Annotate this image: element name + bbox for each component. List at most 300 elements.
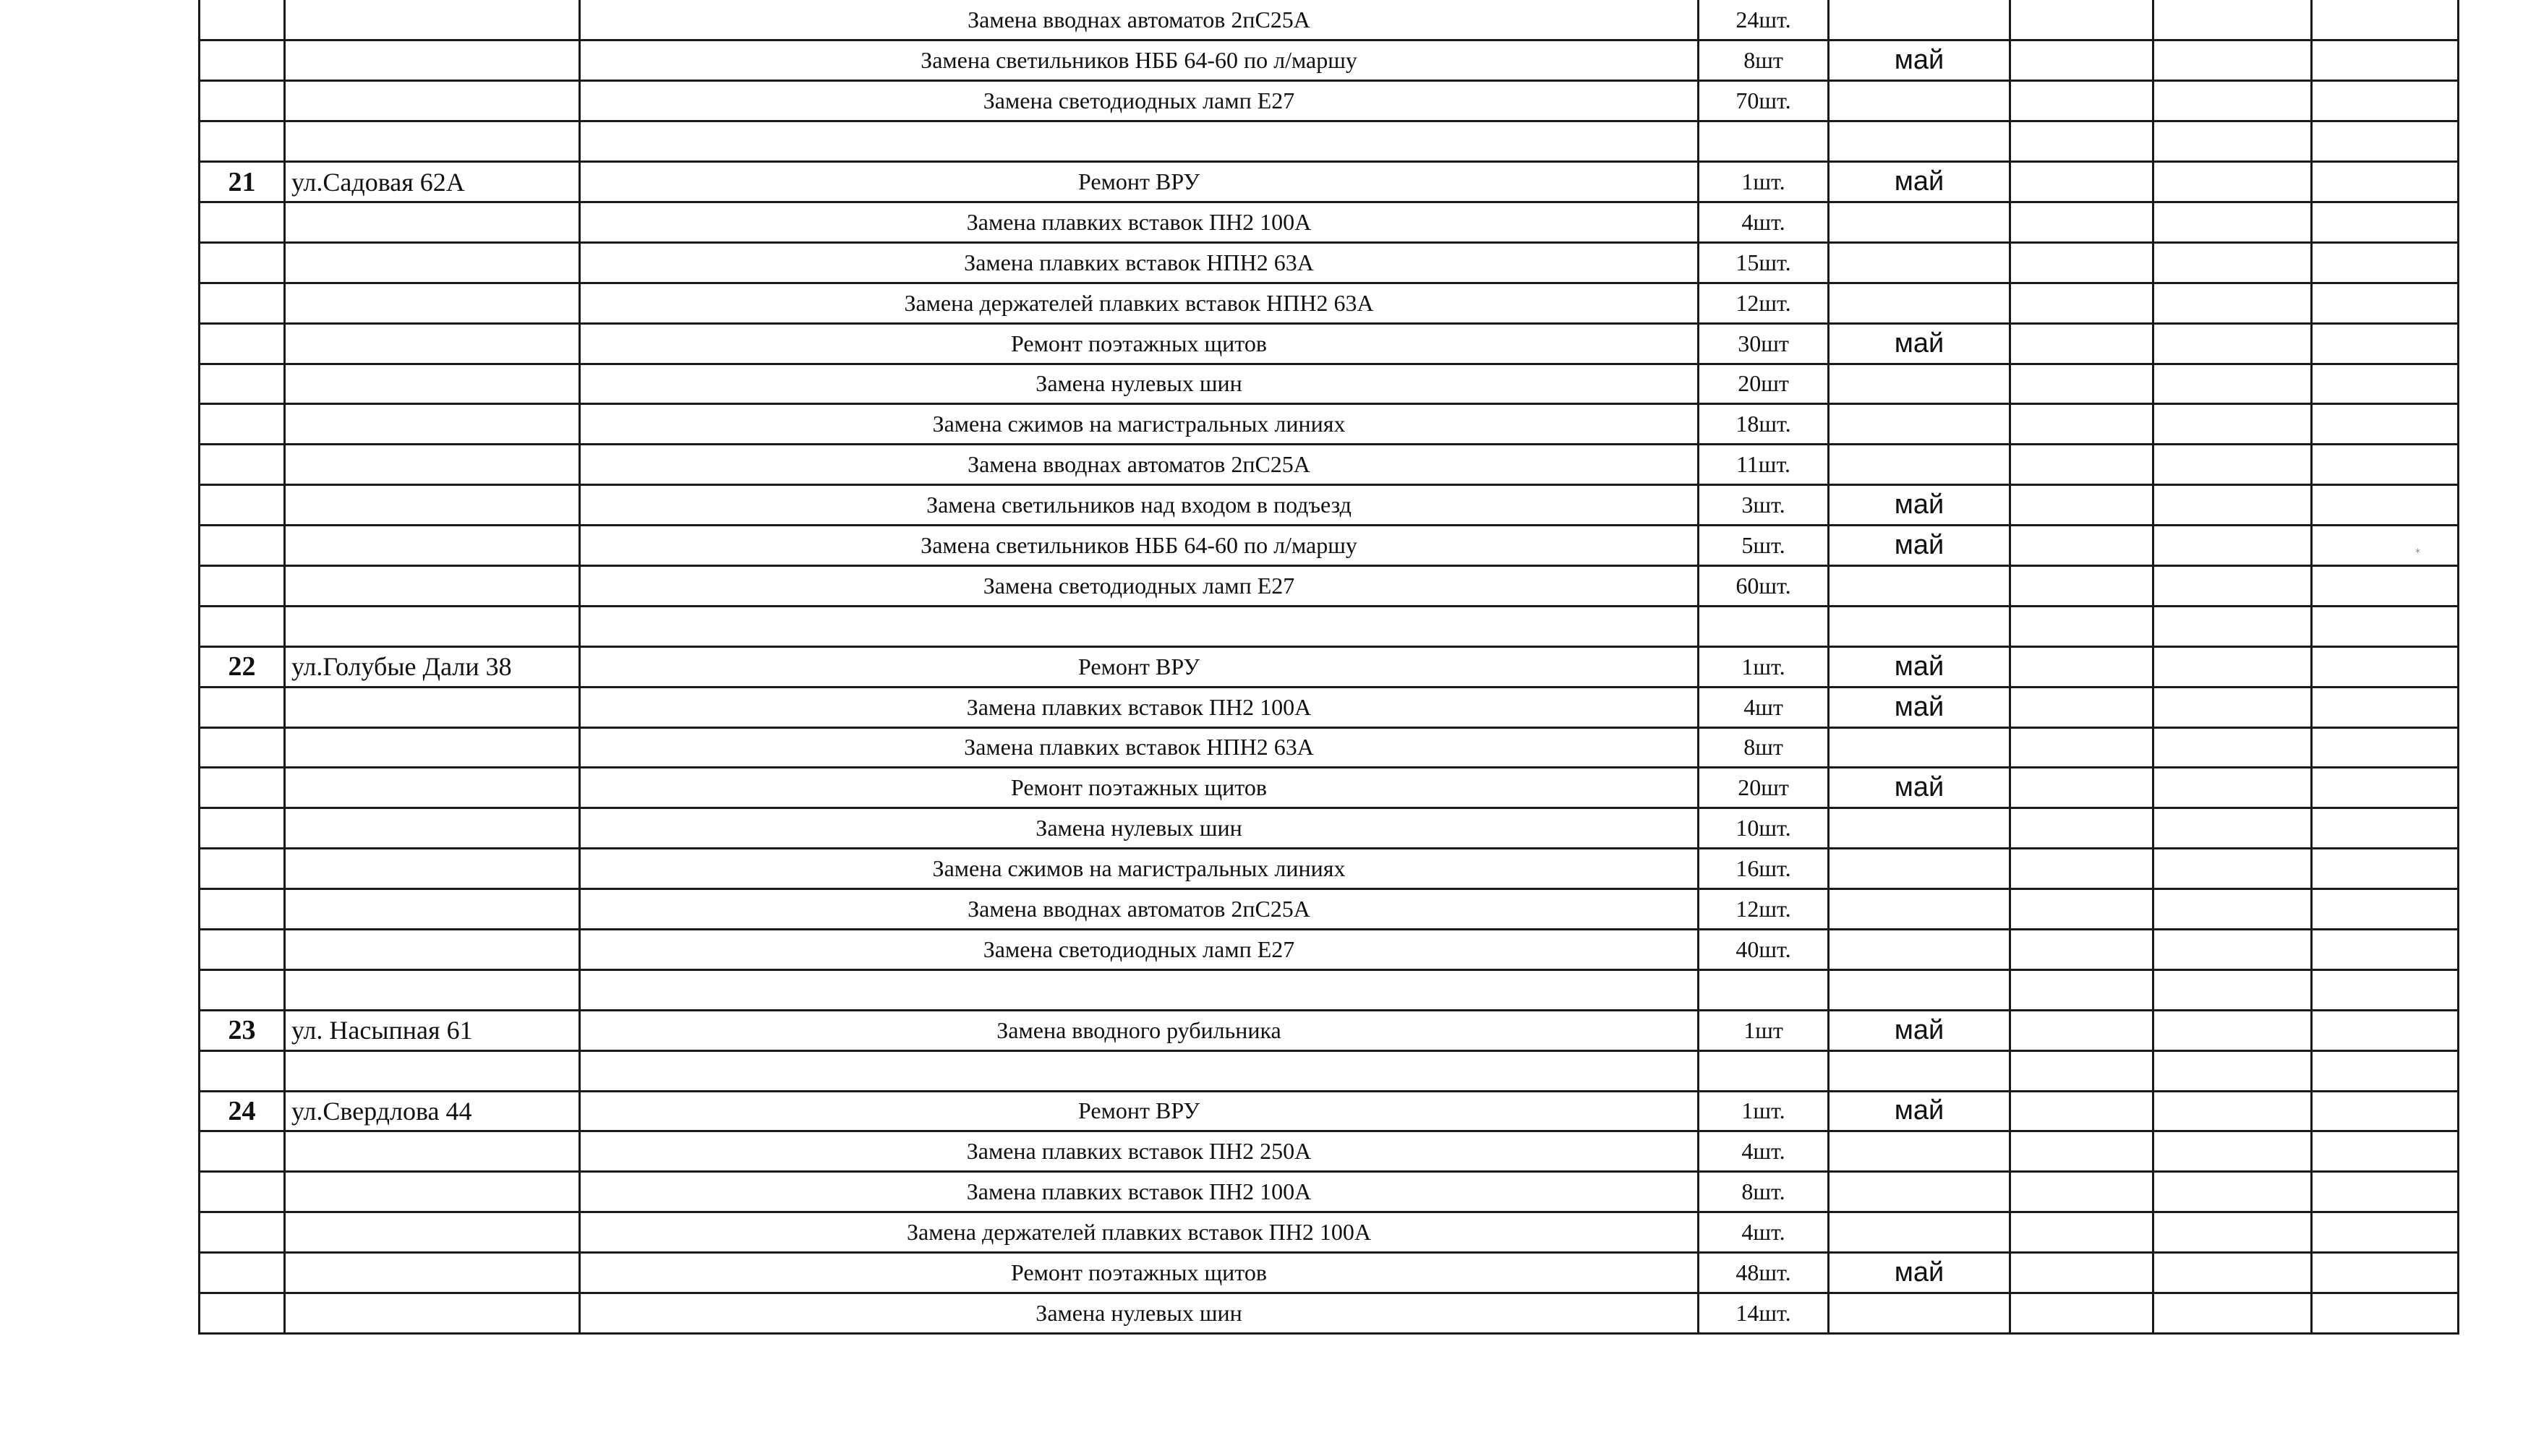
empty-cell xyxy=(2010,1172,2153,1212)
empty-cell xyxy=(2010,404,2153,445)
quantity-cell: 3шт. xyxy=(1699,485,1829,526)
empty-cell xyxy=(2010,1050,2153,1091)
empty-cell xyxy=(2312,687,2459,727)
quantity-cell xyxy=(1699,606,1829,646)
table-row xyxy=(200,565,2459,606)
quantity-cell: 12шт. xyxy=(1699,283,1829,323)
empty-cell xyxy=(2312,404,2459,445)
scan-speck: * xyxy=(2415,547,2420,559)
month-cell xyxy=(1829,1131,2010,1172)
address-cell xyxy=(285,323,580,364)
row-number xyxy=(200,565,285,606)
empty-cell xyxy=(2312,242,2459,283)
empty-cell xyxy=(2010,808,2153,849)
address-cell xyxy=(285,202,580,242)
empty-cell xyxy=(2153,808,2312,849)
table-row xyxy=(200,849,2459,889)
work-description-cell: Замена вводнах автоматов 2пС25А xyxy=(580,445,1699,485)
month-cell xyxy=(1829,1172,2010,1212)
row-number xyxy=(200,687,285,727)
empty-cell xyxy=(2010,889,2153,930)
empty-cell xyxy=(2153,1293,2312,1334)
work-description-cell: Замена нулевых шин xyxy=(580,808,1699,849)
quantity-cell: 15шт. xyxy=(1699,242,1829,283)
month-cell xyxy=(1829,969,2010,1010)
work-description-cell: Замена вводного рубильника xyxy=(580,1010,1699,1050)
empty-cell xyxy=(2312,969,2459,1010)
table-row xyxy=(200,1050,2459,1091)
empty-cell xyxy=(2010,1010,2153,1050)
empty-cell xyxy=(2010,969,2153,1010)
empty-cell xyxy=(2312,1050,2459,1091)
empty-cell xyxy=(2153,1010,2312,1050)
empty-cell xyxy=(2010,40,2153,81)
row-number xyxy=(200,202,285,242)
address-cell xyxy=(285,606,580,646)
table-row xyxy=(200,121,2459,162)
empty-cell xyxy=(2010,81,2153,121)
empty-cell xyxy=(2312,1212,2459,1253)
month-cell xyxy=(1829,727,2010,768)
table-row xyxy=(200,1091,2459,1131)
empty-cell xyxy=(2312,81,2459,121)
row-number xyxy=(200,808,285,849)
address-cell xyxy=(285,485,580,526)
quantity-cell: 24шт. xyxy=(1699,0,1829,40)
work-description-cell: Замена светильников НББ 64-60 по л/маршу xyxy=(580,526,1699,566)
empty-cell xyxy=(2010,485,2153,526)
address-cell xyxy=(285,283,580,323)
quantity-cell: 30шт xyxy=(1699,323,1829,364)
month-cell xyxy=(1829,404,2010,445)
row-number xyxy=(200,404,285,445)
work-description-cell xyxy=(580,1050,1699,1091)
empty-cell xyxy=(2010,121,2153,162)
empty-cell xyxy=(2010,1212,2153,1253)
address-cell xyxy=(285,768,580,808)
row-number xyxy=(200,1212,285,1253)
month-cell: май xyxy=(1829,768,2010,808)
table-row xyxy=(200,929,2459,969)
month-cell xyxy=(1829,606,2010,646)
empty-cell xyxy=(2153,1172,2312,1212)
work-description-cell: Замена светильников НББ 64-60 по л/маршу xyxy=(580,40,1699,81)
address-cell xyxy=(285,1293,580,1334)
month-cell xyxy=(1829,242,2010,283)
quantity-cell: 8шт xyxy=(1699,727,1829,768)
address-cell xyxy=(285,0,580,40)
empty-cell xyxy=(2153,0,2312,40)
month-cell xyxy=(1829,202,2010,242)
work-description-cell: Ремонт поэтажных щитов xyxy=(580,323,1699,364)
table-row xyxy=(200,81,2459,121)
month-cell xyxy=(1829,364,2010,404)
month-cell xyxy=(1829,1050,2010,1091)
empty-cell xyxy=(2153,40,2312,81)
row-number xyxy=(200,242,285,283)
row-number xyxy=(200,929,285,969)
row-number xyxy=(200,40,285,81)
empty-cell xyxy=(2010,283,2153,323)
row-number xyxy=(200,768,285,808)
empty-cell xyxy=(2312,1010,2459,1050)
month-cell xyxy=(1829,808,2010,849)
table-row xyxy=(200,526,2459,566)
empty-cell xyxy=(2153,1253,2312,1293)
table-row xyxy=(200,1212,2459,1253)
table-row xyxy=(200,606,2459,646)
address-cell xyxy=(285,808,580,849)
month-cell: май xyxy=(1829,1091,2010,1131)
empty-cell xyxy=(2010,1091,2153,1131)
row-number: 22 xyxy=(200,646,285,687)
address-cell xyxy=(285,81,580,121)
empty-cell xyxy=(2153,1131,2312,1172)
empty-cell xyxy=(2010,364,2153,404)
work-description-cell: Замена плавких вставок НПН2 63А xyxy=(580,242,1699,283)
row-number xyxy=(200,1293,285,1334)
row-number: 21 xyxy=(200,162,285,202)
row-number xyxy=(200,445,285,485)
address-cell: ул.Садовая 62А xyxy=(285,162,580,202)
work-description-cell: Ремонт поэтажных щитов xyxy=(580,768,1699,808)
row-number xyxy=(200,1253,285,1293)
empty-cell xyxy=(2153,485,2312,526)
address-cell xyxy=(285,969,580,1010)
quantity-cell: 1шт. xyxy=(1699,1091,1829,1131)
work-description-cell: Ремонт поэтажных щитов xyxy=(580,1253,1699,1293)
month-cell xyxy=(1829,1293,2010,1334)
quantity-cell xyxy=(1699,1050,1829,1091)
empty-cell xyxy=(2312,1131,2459,1172)
empty-cell xyxy=(2153,606,2312,646)
table-row xyxy=(200,1010,2459,1050)
month-cell: май xyxy=(1829,485,2010,526)
row-number: 24 xyxy=(200,1091,285,1131)
empty-cell xyxy=(2010,1253,2153,1293)
row-number xyxy=(200,283,285,323)
empty-cell xyxy=(2312,162,2459,202)
work-description-cell: Замена плавких вставок НПН2 63А xyxy=(580,727,1699,768)
month-cell: май xyxy=(1829,162,2010,202)
work-description-cell: Замена светодиодных ламп Е27 xyxy=(580,565,1699,606)
table-row xyxy=(200,768,2459,808)
address-cell xyxy=(285,889,580,930)
quantity-cell: 12шт. xyxy=(1699,889,1829,930)
empty-cell xyxy=(2312,485,2459,526)
empty-cell xyxy=(2010,687,2153,727)
empty-cell xyxy=(2153,364,2312,404)
quantity-cell: 11шт. xyxy=(1699,445,1829,485)
empty-cell xyxy=(2312,121,2459,162)
work-description-cell: Замена нулевых шин xyxy=(580,1293,1699,1334)
work-description-cell: Замена плавких вставок ПН2 100А xyxy=(580,202,1699,242)
work-description-cell: Замена сжимов на магистральных линиях xyxy=(580,404,1699,445)
month-cell xyxy=(1829,445,2010,485)
empty-cell xyxy=(2312,1293,2459,1334)
address-cell xyxy=(285,1131,580,1172)
address-cell xyxy=(285,1172,580,1212)
empty-cell xyxy=(2153,242,2312,283)
work-description-cell: Замена плавких вставок ПН2 250А xyxy=(580,1131,1699,1172)
month-cell xyxy=(1829,0,2010,40)
table-row xyxy=(200,445,2459,485)
work-description-cell: Ремонт ВРУ xyxy=(580,646,1699,687)
table-row xyxy=(200,687,2459,727)
row-number xyxy=(200,849,285,889)
work-description-cell: Замена держателей плавких вставок НПН2 63А xyxy=(580,283,1699,323)
empty-cell xyxy=(2010,768,2153,808)
empty-cell xyxy=(2312,808,2459,849)
quantity-cell: 20шт xyxy=(1699,364,1829,404)
work-description-cell: Замена светодиодных ламп Е27 xyxy=(580,81,1699,121)
address-cell: ул.Голубые Дали 38 xyxy=(285,646,580,687)
table-row xyxy=(200,404,2459,445)
quantity-cell: 16шт. xyxy=(1699,849,1829,889)
month-cell xyxy=(1829,849,2010,889)
row-number xyxy=(200,1131,285,1172)
empty-cell xyxy=(2312,364,2459,404)
month-cell: май xyxy=(1829,1010,2010,1050)
month-cell: май xyxy=(1829,40,2010,81)
row-number xyxy=(200,606,285,646)
month-cell: май xyxy=(1829,1253,2010,1293)
quantity-cell xyxy=(1699,121,1829,162)
row-number xyxy=(200,889,285,930)
empty-cell xyxy=(2010,565,2153,606)
address-cell xyxy=(285,929,580,969)
empty-cell xyxy=(2153,849,2312,889)
work-description-cell: Замена вводнах автоматов 2пС25А xyxy=(580,0,1699,40)
address-cell xyxy=(285,445,580,485)
empty-cell xyxy=(2312,0,2459,40)
quantity-cell: 18шт. xyxy=(1699,404,1829,445)
empty-cell xyxy=(2312,1172,2459,1212)
address-cell: ул.Свердлова 44 xyxy=(285,1091,580,1131)
empty-cell xyxy=(2153,687,2312,727)
table-row xyxy=(200,969,2459,1010)
table-row xyxy=(200,808,2459,849)
empty-cell xyxy=(2153,768,2312,808)
month-cell xyxy=(1829,929,2010,969)
row-number xyxy=(200,1050,285,1091)
empty-cell xyxy=(2312,445,2459,485)
month-cell xyxy=(1829,81,2010,121)
empty-cell xyxy=(2312,526,2459,566)
empty-cell xyxy=(2010,162,2153,202)
row-number xyxy=(200,485,285,526)
empty-cell xyxy=(2312,727,2459,768)
table-row xyxy=(200,727,2459,768)
empty-cell xyxy=(2153,283,2312,323)
row-number xyxy=(200,121,285,162)
quantity-cell: 70шт. xyxy=(1699,81,1829,121)
empty-cell xyxy=(2153,929,2312,969)
address-cell xyxy=(285,404,580,445)
quantity-cell: 5шт. xyxy=(1699,526,1829,566)
work-description-cell: Замена нулевых шин xyxy=(580,364,1699,404)
empty-cell xyxy=(2010,1131,2153,1172)
address-cell xyxy=(285,242,580,283)
table-row xyxy=(200,323,2459,364)
empty-cell xyxy=(2010,1293,2153,1334)
month-cell: май xyxy=(1829,323,2010,364)
address-cell xyxy=(285,1050,580,1091)
month-cell xyxy=(1829,283,2010,323)
empty-cell xyxy=(2153,445,2312,485)
work-description-cell: Замена светильников над входом в подъезд xyxy=(580,485,1699,526)
work-description-cell: Ремонт ВРУ xyxy=(580,1091,1699,1131)
quantity-cell: 4шт. xyxy=(1699,202,1829,242)
quantity-cell: 8шт xyxy=(1699,40,1829,81)
quantity-cell: 10шт. xyxy=(1699,808,1829,849)
empty-cell xyxy=(2010,849,2153,889)
table-body xyxy=(200,0,2459,1333)
table-row xyxy=(200,283,2459,323)
row-number xyxy=(200,969,285,1010)
empty-cell xyxy=(2010,323,2153,364)
address-cell xyxy=(285,1253,580,1293)
quantity-cell: 60шт. xyxy=(1699,565,1829,606)
address-cell xyxy=(285,687,580,727)
month-cell xyxy=(1829,1212,2010,1253)
works-table xyxy=(198,0,2459,1335)
work-description-cell: Замена плавких вставок ПН2 100А xyxy=(580,1172,1699,1212)
empty-cell xyxy=(2312,202,2459,242)
quantity-cell: 8шт. xyxy=(1699,1172,1829,1212)
empty-cell xyxy=(2010,526,2153,566)
quantity-cell: 40шт. xyxy=(1699,929,1829,969)
table-row xyxy=(200,162,2459,202)
row-number xyxy=(200,81,285,121)
address-cell xyxy=(285,1212,580,1253)
empty-cell xyxy=(2312,565,2459,606)
empty-cell xyxy=(2153,323,2312,364)
table-row xyxy=(200,1293,2459,1334)
work-description-cell xyxy=(580,606,1699,646)
empty-cell xyxy=(2010,0,2153,40)
row-number xyxy=(200,364,285,404)
empty-cell xyxy=(2312,1091,2459,1131)
table-row xyxy=(200,646,2459,687)
empty-cell xyxy=(2153,162,2312,202)
row-number xyxy=(200,727,285,768)
quantity-cell: 20шт xyxy=(1699,768,1829,808)
table-row xyxy=(200,0,2459,40)
table-row xyxy=(200,364,2459,404)
empty-cell xyxy=(2010,242,2153,283)
empty-cell xyxy=(2153,969,2312,1010)
empty-cell xyxy=(2153,202,2312,242)
empty-cell xyxy=(2312,606,2459,646)
table-row xyxy=(200,242,2459,283)
quantity-cell xyxy=(1699,969,1829,1010)
empty-cell xyxy=(2312,768,2459,808)
empty-cell xyxy=(2312,40,2459,81)
empty-cell xyxy=(2153,727,2312,768)
work-description-cell: Ремонт ВРУ xyxy=(580,162,1699,202)
empty-cell xyxy=(2312,323,2459,364)
empty-cell xyxy=(2312,646,2459,687)
month-cell xyxy=(1829,565,2010,606)
work-description-cell: Замена светодиодных ламп Е27 xyxy=(580,929,1699,969)
empty-cell xyxy=(2153,889,2312,930)
empty-cell xyxy=(2010,606,2153,646)
month-cell xyxy=(1829,889,2010,930)
empty-cell xyxy=(2153,81,2312,121)
table-row xyxy=(200,202,2459,242)
row-number xyxy=(200,526,285,566)
month-cell: май xyxy=(1829,646,2010,687)
address-cell xyxy=(285,849,580,889)
table-row xyxy=(200,40,2459,81)
address-cell xyxy=(285,727,580,768)
work-description-cell xyxy=(580,969,1699,1010)
address-cell xyxy=(285,526,580,566)
work-description-cell xyxy=(580,121,1699,162)
month-cell: май xyxy=(1829,687,2010,727)
row-number xyxy=(200,0,285,40)
empty-cell xyxy=(2153,565,2312,606)
empty-cell xyxy=(2153,1091,2312,1131)
quantity-cell: 4шт. xyxy=(1699,1131,1829,1172)
empty-cell xyxy=(2153,526,2312,566)
quantity-cell: 48шт. xyxy=(1699,1253,1829,1293)
empty-cell xyxy=(2312,889,2459,930)
empty-cell xyxy=(2153,121,2312,162)
table-row xyxy=(200,889,2459,930)
empty-cell xyxy=(2010,445,2153,485)
empty-cell xyxy=(2153,1212,2312,1253)
table-row xyxy=(200,1131,2459,1172)
empty-cell xyxy=(2010,727,2153,768)
quantity-cell: 1шт xyxy=(1699,1010,1829,1050)
row-number: 23 xyxy=(200,1010,285,1050)
row-number xyxy=(200,323,285,364)
quantity-cell: 1шт. xyxy=(1699,162,1829,202)
quantity-cell: 1шт. xyxy=(1699,646,1829,687)
work-description-cell: Замена сжимов на магистральных линиях xyxy=(580,849,1699,889)
empty-cell xyxy=(2153,404,2312,445)
quantity-cell: 4шт xyxy=(1699,687,1829,727)
address-cell xyxy=(285,364,580,404)
table-row xyxy=(200,1253,2459,1293)
row-number xyxy=(200,1172,285,1212)
empty-cell xyxy=(2312,283,2459,323)
empty-cell xyxy=(2010,202,2153,242)
quantity-cell: 4шт. xyxy=(1699,1212,1829,1253)
month-cell: май xyxy=(1829,526,2010,566)
address-cell: ул. Насыпная 61 xyxy=(285,1010,580,1050)
table-row xyxy=(200,1172,2459,1212)
table-row xyxy=(200,485,2459,526)
work-description-cell: Замена плавких вставок ПН2 100А xyxy=(580,687,1699,727)
address-cell xyxy=(285,40,580,81)
month-cell xyxy=(1829,121,2010,162)
address-cell xyxy=(285,121,580,162)
work-description-cell: Замена вводнах автоматов 2пС25А xyxy=(580,889,1699,930)
empty-cell xyxy=(2010,646,2153,687)
empty-cell xyxy=(2312,1253,2459,1293)
quantity-cell: 14шт. xyxy=(1699,1293,1829,1334)
empty-cell xyxy=(2153,646,2312,687)
empty-cell xyxy=(2312,929,2459,969)
empty-cell xyxy=(2010,929,2153,969)
address-cell xyxy=(285,565,580,606)
empty-cell xyxy=(2153,1050,2312,1091)
empty-cell xyxy=(2312,849,2459,889)
work-description-cell: Замена держателей плавких вставок ПН2 100А xyxy=(580,1212,1699,1253)
